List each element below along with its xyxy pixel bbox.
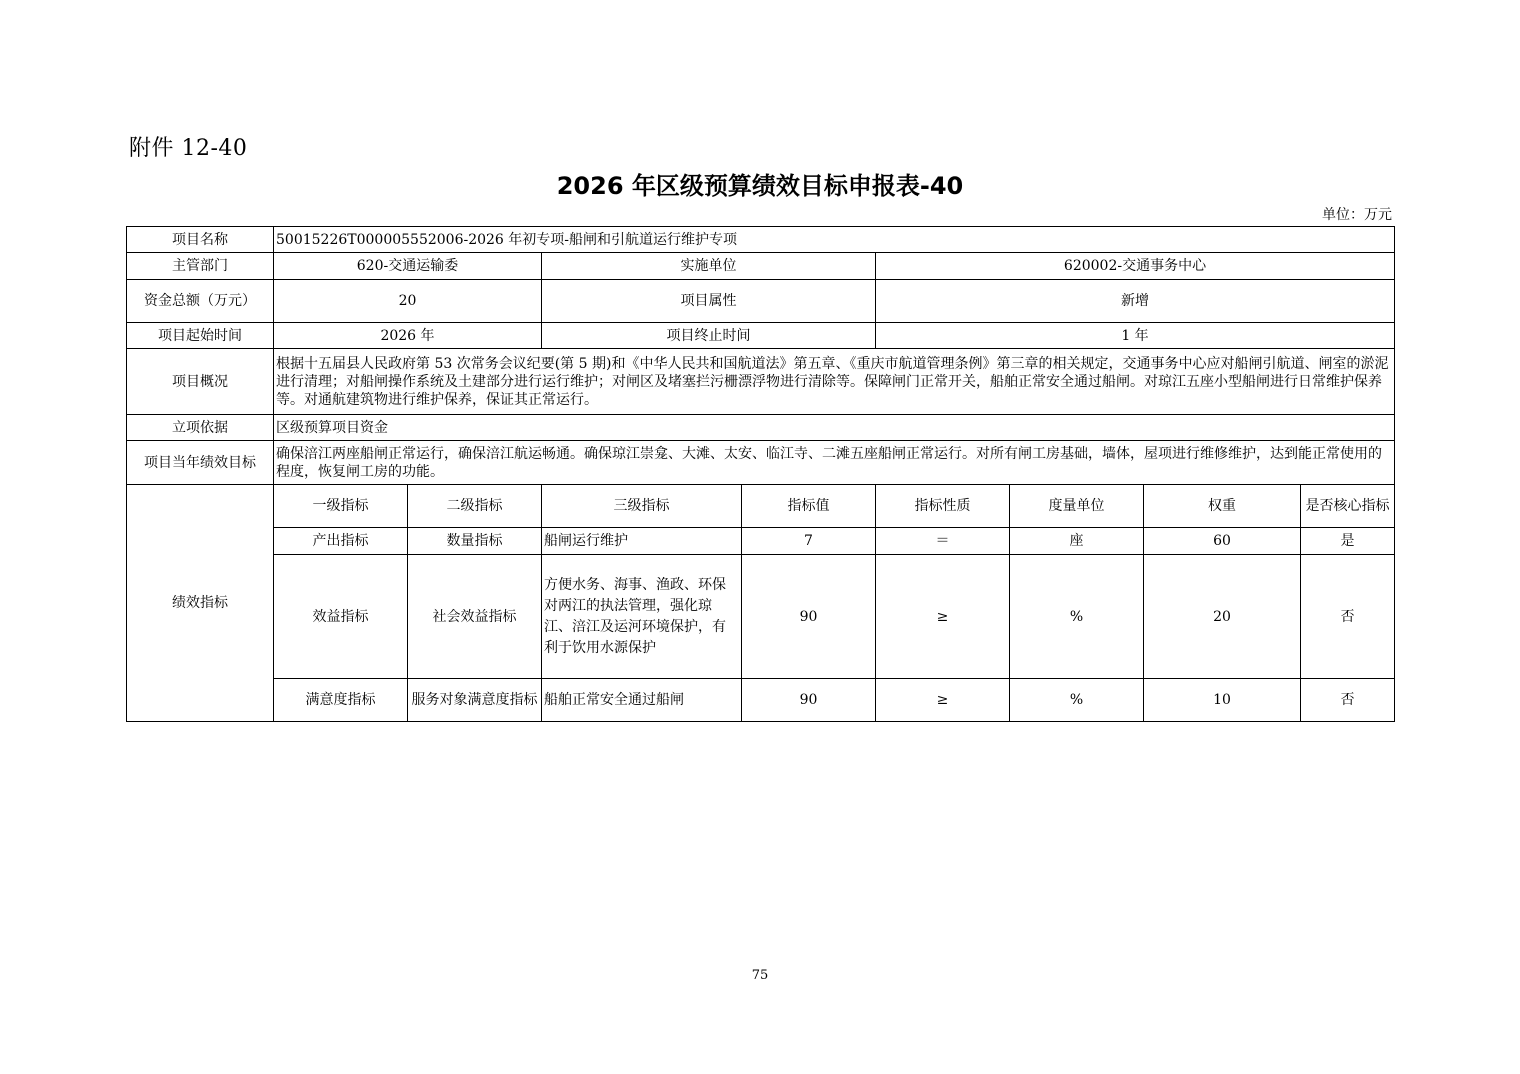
indicator-core: 否	[1301, 679, 1395, 722]
performance-target-table	[126, 226, 1395, 722]
indicator-level1: 效益指标	[274, 555, 408, 679]
project-name-value: 50015226T000005552006-2026 年初专项-船闸和引航道运行维护专项	[274, 227, 1395, 253]
header-unit: 度量单位	[1010, 485, 1144, 528]
row-department	[127, 253, 1395, 280]
project-attribute-value: 新增	[876, 280, 1395, 323]
header-core: 是否核心指标	[1301, 485, 1395, 528]
indicator-level1: 产出指标	[274, 528, 408, 555]
row-time	[127, 323, 1395, 349]
row-fund	[127, 280, 1395, 323]
header-level3: 三级指标	[542, 485, 742, 528]
page-number: 75	[751, 968, 769, 983]
header-level2: 二级指标	[408, 485, 542, 528]
implementing-unit-value: 620002-交通事务中心	[876, 253, 1395, 280]
indicator-value: 90	[742, 679, 876, 722]
row-annual-goal	[127, 441, 1395, 485]
unit-label: 单位：万元	[1322, 207, 1392, 223]
basis-label: 立项依据	[127, 415, 274, 441]
implementing-unit-label: 实施单位	[542, 253, 876, 280]
indicator-level3: 方便水务、海事、渔政、环保对两江的执法管理，强化琼江、涪江及运河环境保护，有利于饮用水源保护	[542, 555, 742, 679]
indicator-row	[127, 555, 1395, 679]
annual-goal-label: 项目当年绩效目标	[127, 441, 274, 485]
indicator-core: 否	[1301, 555, 1395, 679]
indicator-nature: ＝	[876, 528, 1010, 555]
row-basis	[127, 415, 1395, 441]
indicator-section-label: 绩效指标	[127, 485, 274, 722]
indicator-unit: 座	[1010, 528, 1144, 555]
header-nature: 指标性质	[876, 485, 1010, 528]
indicator-header-row	[127, 485, 1395, 528]
indicator-nature: ≥	[876, 555, 1010, 679]
indicator-weight: 10	[1144, 679, 1301, 722]
fund-total-value: 20	[274, 280, 542, 323]
header-level1: 一级指标	[274, 485, 408, 528]
indicator-weight: 60	[1144, 528, 1301, 555]
basis-value: 区级预算项目资金	[274, 415, 1395, 441]
indicator-unit: %	[1010, 555, 1144, 679]
indicator-core: 是	[1301, 528, 1395, 555]
indicator-level2: 服务对象满意度指标	[408, 679, 542, 722]
start-time-value: 2026 年	[274, 323, 542, 349]
indicator-row	[127, 679, 1395, 722]
indicator-level2: 社会效益指标	[408, 555, 542, 679]
header-value: 指标值	[742, 485, 876, 528]
header-weight: 权重	[1144, 485, 1301, 528]
indicator-level3: 船舶正常安全通过船闸	[542, 679, 742, 722]
department-label: 主管部门	[127, 253, 274, 280]
indicator-row	[127, 528, 1395, 555]
indicator-level3: 船闸运行维护	[542, 528, 742, 555]
department-value: 620-交通运输委	[274, 253, 542, 280]
attachment-number: 附件 12-40	[129, 136, 248, 161]
start-time-label: 项目起始时间	[127, 323, 274, 349]
fund-total-label: 资金总额（万元）	[127, 280, 274, 323]
indicator-unit: %	[1010, 679, 1144, 722]
indicator-level2: 数量指标	[408, 528, 542, 555]
indicator-weight: 20	[1144, 555, 1301, 679]
overview-value: 根据十五届县人民政府第 53 次常务会议纪要(第 5 期)和《中华人民共和国航道法》第五章、《重庆市航道管理条例》第三章的相关规定，交通事务中心应对船闸引航道、闸室的淤泥进行清理；对船闸操作系统及土建部分进行运行维护；对闸区及堵塞拦污栅漂浮物进行清除等。保障闸门正常开关，船舶正常安全通过船闸。对琼江五座小型船闸进行日常维护保养等。对通航建筑物进行维护保养，保证其正常运行。	[274, 349, 1395, 415]
annual-goal-value: 确保涪江两座船闸正常运行，确保涪江航运畅通。确保琼江崇龛、大滩、太安、临江寺、二滩五座船闸正常运行。对所有闸工房基础，墙体，屋项进行维修维护，达到能正常使用的程度，恢复闸工房的功能。	[274, 441, 1395, 485]
row-project-name	[127, 227, 1395, 253]
indicator-value: 90	[742, 555, 876, 679]
end-time-value: 1 年	[876, 323, 1395, 349]
page-title: 2026 年区级预算绩效目标申报表-40	[556, 172, 964, 200]
row-overview	[127, 349, 1395, 415]
project-attribute-label: 项目属性	[542, 280, 876, 323]
indicator-level1: 满意度指标	[274, 679, 408, 722]
project-name-label: 项目名称	[127, 227, 274, 253]
end-time-label: 项目终止时间	[542, 323, 876, 349]
overview-label: 项目概况	[127, 349, 274, 415]
indicator-nature: ≥	[876, 679, 1010, 722]
indicator-value: 7	[742, 528, 876, 555]
